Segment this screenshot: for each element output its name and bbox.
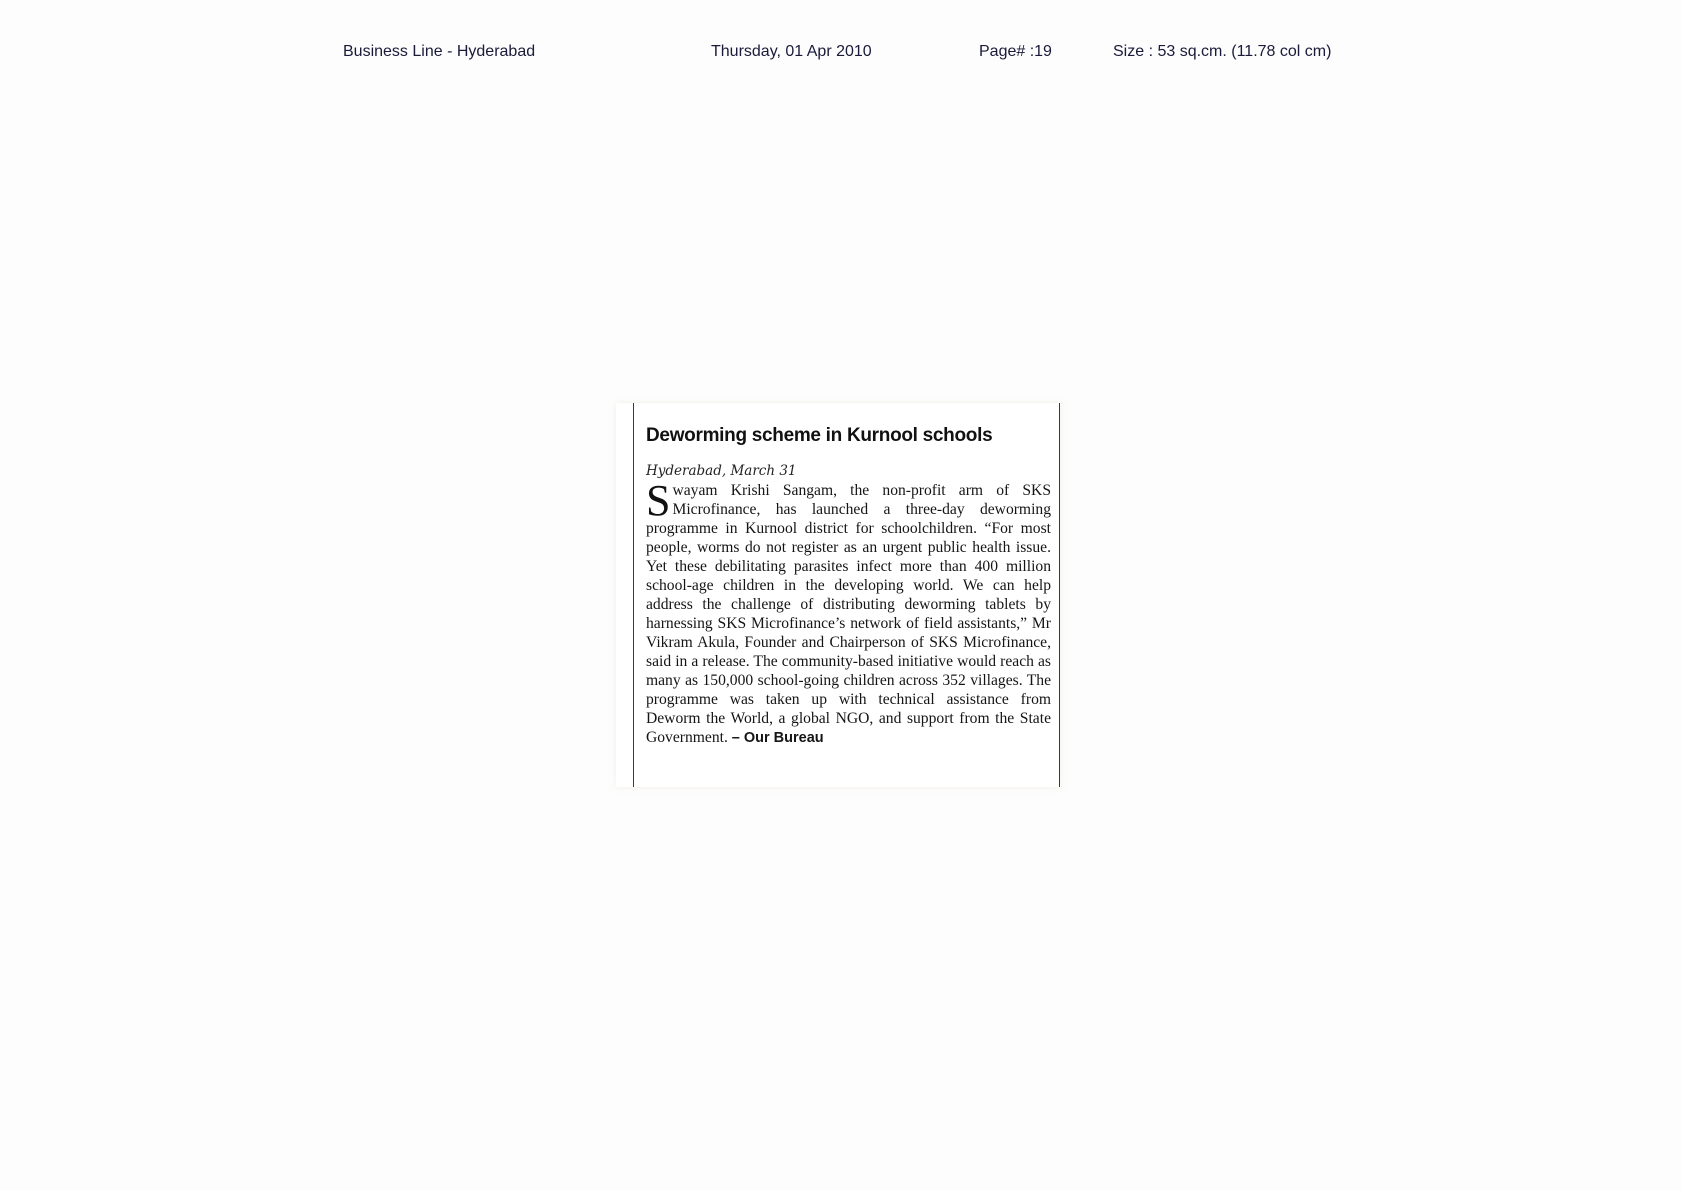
publication-name: Business Line - Hyderabad xyxy=(343,43,536,60)
drop-cap: S xyxy=(646,476,671,525)
column-rule-right xyxy=(1059,403,1060,787)
article-body xyxy=(646,476,1051,748)
article-body-text: wayam Krishi Sangam, the non-profit arm of SKS Microfinance, has launched a three-day deworming programme in Kurnool district for schoolchildren. “For most people, worms do not register as an urgent public health issue. Yet these debilitating parasites infect more than 400 million school-age children in the developing world. We can help address the challenge of distributing deworming tablets by harnessing SKS Microfinance’s network of field assistants,” Mr Vikram Akula, Founder and Chairperson of SKS Microfinance, said in a release. The community-based initiative would reach as many as 150,000 school-going children across 352 villages. The programme was taken up with technical assistance from Deworm the World, a global NGO, and support from the State Government. xyxy=(646,482,1051,746)
column-rule-left xyxy=(633,403,634,787)
clipping-size: Size : 53 sq.cm. (11.78 col cm) xyxy=(1113,43,1332,60)
news-clipping xyxy=(616,403,1060,787)
article-credit: – Our Bureau xyxy=(731,730,824,746)
article-dateline: Hyderabad, March 31 xyxy=(646,463,797,479)
page-number: Page# :19 xyxy=(979,43,1052,60)
article-headline: Deworming scheme in Kurnool schools xyxy=(646,425,993,446)
publication-date: Thursday, 01 Apr 2010 xyxy=(711,43,872,60)
